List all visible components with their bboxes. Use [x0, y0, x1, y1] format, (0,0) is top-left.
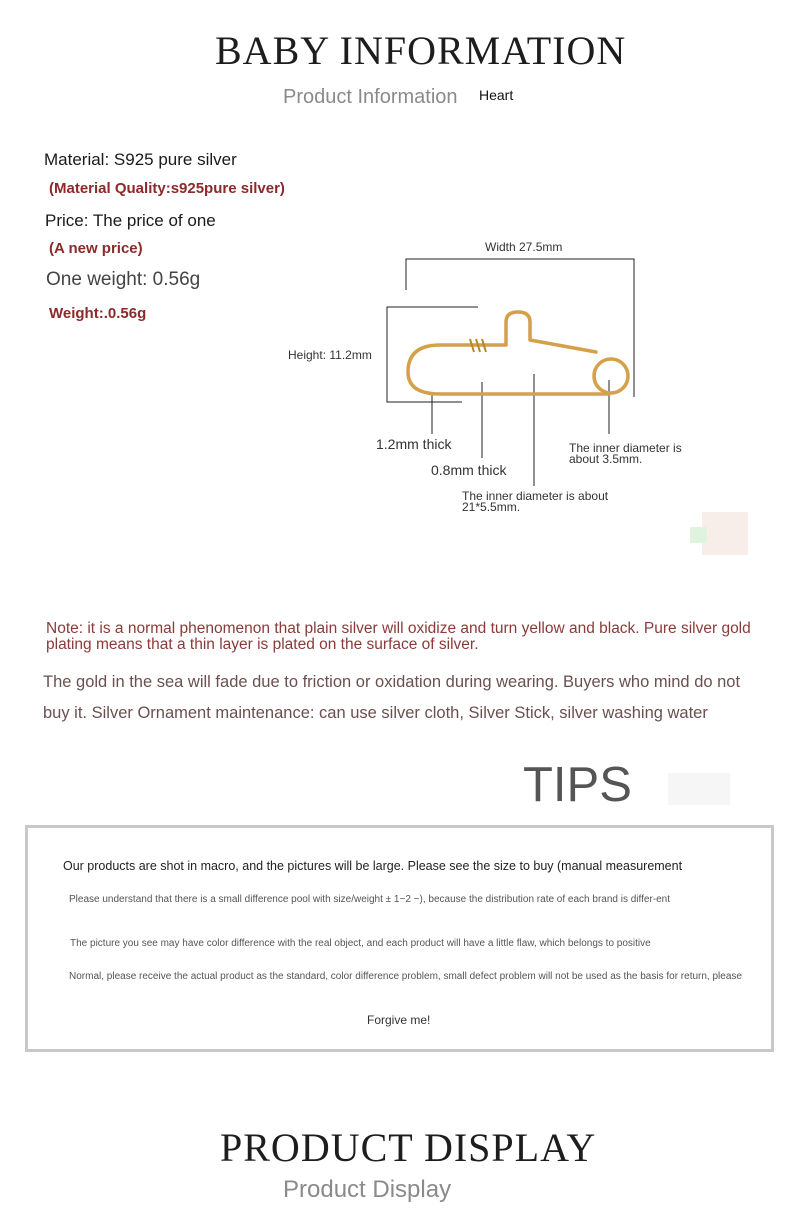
- tip-line-3: The picture you see may have color difference with the real object, and each product will have a little flaw, which belongs to positive: [70, 938, 651, 949]
- decorative-block: [668, 773, 730, 805]
- price-spec-alt: (A new price): [49, 240, 143, 257]
- product-display-title: PRODUCT DISPLAY: [220, 1125, 597, 1170]
- product-tag: Heart: [479, 87, 514, 103]
- product-display-subtitle: Product Display: [283, 1176, 452, 1203]
- weight-spec: One weight: 0.56g: [46, 269, 201, 290]
- tip-line-1: Our products are shot in macro, and the pictures will be large. Please see the size to buy (manual measurement: [63, 859, 683, 873]
- tip-line-2: Please understand that there is a small difference pool with size/weight ± 1~2 ~), because the distribution rate of each brand is differ-ent: [69, 894, 671, 905]
- material-spec: Material: S925 pure silver: [44, 150, 237, 169]
- safety-pin-image: [408, 312, 628, 394]
- page-title: BABY INFORMATION: [215, 28, 627, 73]
- tip-line-5: Forgive me!: [367, 1013, 431, 1027]
- inner-diameter-small-label: The inner diameter is about 3.5mm.: [569, 441, 682, 466]
- width-label: Width 27.5mm: [485, 240, 563, 254]
- page-subtitle: Product Information: [283, 86, 458, 108]
- thickness-label-1: 1.2mm thick: [376, 436, 452, 452]
- care-paragraph: The gold in the sea will fade due to friction or oxidation during wearing. Buyers who mind do not buy it. Silver Ornament maintenance: can use silver cloth, Silver Stick, silver washing water: [43, 673, 741, 722]
- material-spec-alt: (Material Quality:s925pure silver): [49, 180, 285, 197]
- thickness-label-2: 0.8mm thick: [431, 462, 507, 478]
- tip-line-4: Normal, please receive the actual product as the standard, color difference problem, small defect problem will not be used as the basis for return, please: [69, 971, 742, 982]
- weight-spec-alt: Weight:.0.56g: [49, 305, 147, 322]
- tips-heading: TIPS: [523, 758, 632, 812]
- price-spec: Price: The price of one: [45, 211, 216, 230]
- safety-pin-diagram: [0, 0, 790, 560]
- inner-diameter-large-label: The inner diameter is about 21*5.5mm.: [462, 489, 609, 514]
- oxidation-note: Note: it is a normal phenomenon that plain silver will oxidize and turn yellow and black. Pure silver gold plating means that a thin layer is plated on the surface of silver.: [46, 620, 751, 653]
- height-label: Height: 11.2mm: [288, 348, 372, 362]
